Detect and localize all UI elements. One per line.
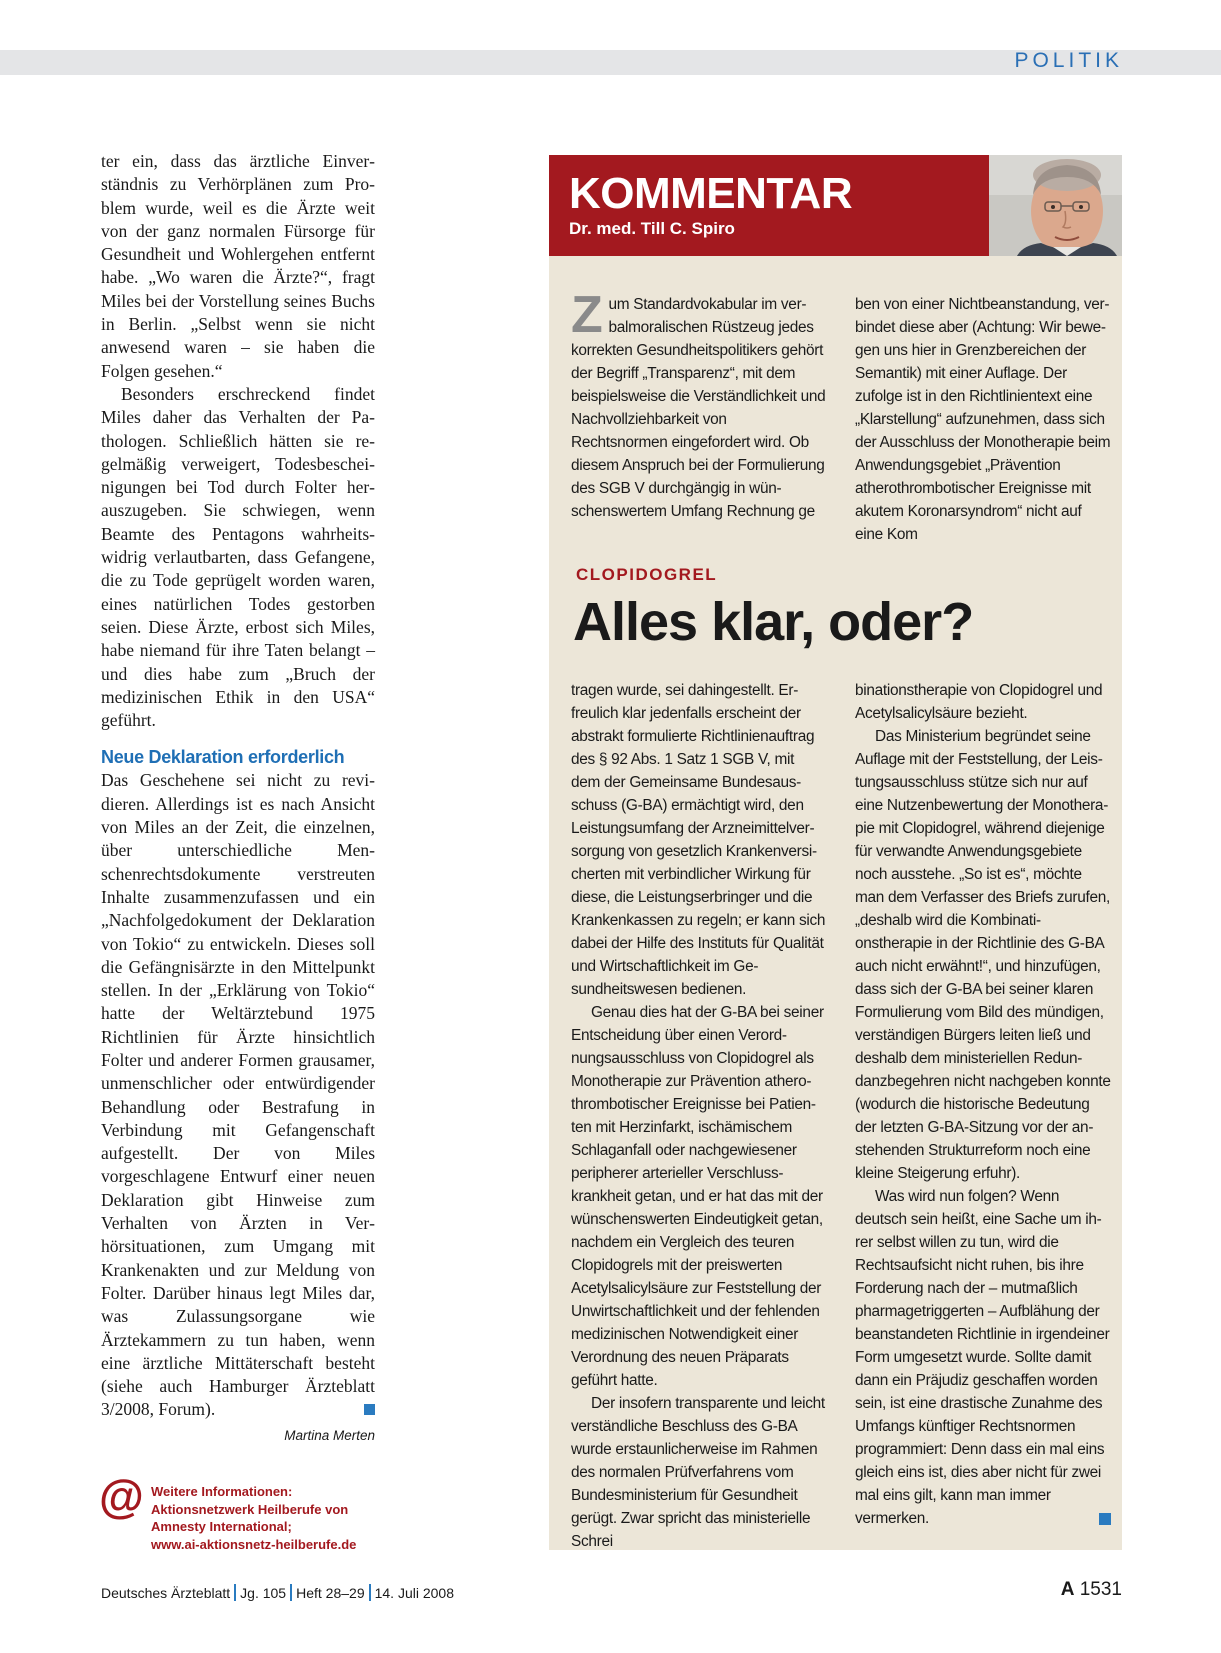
left-paragraph-3-text: Das Geschehene sei nicht zu revidieren. Allerdings ist es nach Ansicht von Miles an der Zeit, die einzelnen, über unterschiedliche Menschenrechtsdokumente verstreuten Inhalte zusammenzufassen und ein „Nachfolgedokument der Deklaration von Tokio“ zu entwickeln. Dieses soll die Gefängnisärzte in den Mittelpunkt stellen. In der „Erklärung von Tokio“ hatte der Weltärztebund 1975 Richtlinien für Ärzte hinsichtlich Folter und anderer Formen grausamer, unmenschlicher oder entwürdigender Behandlung oder Bestrafung in Verbindung mit Gefangenschaft aufgestellt. Der von Miles vorgeschlagene Entwurf einer neuen Deklaration gibt Hinweise zum Verhalten von Ärzten in Verhörsituationen, zum Umgang mit Krankenakten und zur Meldung von Folter. Darüber hinaus legt Miles dar, was Zulassungsorgane wie Ärztekammern zu tun haben, wenn eine ärztliche Mittäterschaft besteht (siehe auch Hamburger Ärzteblatt 3/2008, Forum). bbox=[101, 770, 375, 1420]
comment-main-columns bbox=[571, 679, 1111, 1550]
main-right-paragraph-1: binationstherapie von Clopidogrel und Acetylsalicylsäure bezieht. bbox=[855, 682, 1103, 722]
comment-header bbox=[549, 155, 989, 256]
main-right-paragraph-3-text: Was wird nun folgen? Wenn deutsch sein heißt, eine Sache um ihrer selbst willen zu tun, wird die Rechtsaufsicht nicht ruhen, bis ihre Forderung nach der – mutmaßlich pharmagetriggerten – Aufblähung der beanstandeten Richtlinie in irgendeiner Form umgesetzt wurde. Sollte damit dann ein Präjudiz geschaffen worden sein, ist eine drastische Zunahme des Umfangs künftiger Rechtsnormen programmiert: Denn dass ein mal eins gleich eins ist, dies aber nicht für zwei mal eins gilt, kann man immer vermerken. bbox=[855, 1188, 1110, 1527]
main-left-column bbox=[571, 679, 827, 1550]
main-right-column bbox=[855, 679, 1111, 1539]
journal-issue: Heft 28–29 bbox=[296, 1585, 365, 1601]
left-paragraph-2: Besonders erschreckend findet Miles daher das Verhalten der Pathologen. Schließlich hätten sie regelmäßig verweigert, Todesbescheinigungen bei Tod durch Folter herauszugeben. Sie schwiegen, wenn Beamte des Pentagons wahrheitswidrig verlautbarten, dass Gefangene, die zu Tode geprügelt worden waren, eines natürlichen Todes gestorben seien. Diese Ärzte, erbost sich Miles, habe niemand für ihre Taten belangt – und dies habe zum „Bruch der medizinischen Ethik in den USA“ geführt. bbox=[101, 383, 375, 731]
page-number bbox=[1061, 1579, 1122, 1601]
footer-separator bbox=[290, 1584, 292, 1601]
info-line-2: Aktionsnetzwerk Heilberufe von bbox=[151, 1501, 349, 1517]
portrait-image bbox=[989, 155, 1122, 256]
left-article-column bbox=[101, 150, 375, 1443]
main-left-paragraph-2: Genau dies hat der G-BA bei seiner Entscheidung über einen Verordnungsausschluss von Clopidogrel als Monotherapie zur Prävention atherothrombotischer Ereignisse bei Patienten mit Herzinfarkt, ischämischem Schlaganfall oder nachgewiesener peripherer arterieller Verschlusskrankheit getan, und er hat das mit der wünschenswerten Eindeutigkeit getan, nachdem ein Vergleich des teuren Clopidogrels mit der preiswerten Acetylsalicylsäure zur Feststellung der Unwirtschaftlichkeit und der fehlenden medizinischen Notwendigkeit einer Verordnung des neuen Präparats geführt hatte. bbox=[571, 1004, 824, 1389]
section-label: POLITIK bbox=[1014, 49, 1123, 72]
author-portrait bbox=[989, 155, 1122, 256]
journal-name: Deutsches Ärzteblatt bbox=[101, 1585, 231, 1601]
main-right-paragraph-2: Das Ministerium begründet seine Auflage mit der Feststellung, der Leistungsausschluss stütze sich nur auf eine Nutzenbewertung der Monotherapie mit Clopidogrel, während diejenige für verwandte Anwendungsgebiete noch ausstehe. „So ist es“, möchte man dem Verfasser des Briefs zurufen, „deshalb wird die Kombinationstherapie in der Richtlinie des G-BA auch nicht erwähnt!“, und hinzufügen, dass sich der G-BA bei seiner klaren Formulierung vom Bild des mündigen, verständigen Bürgers leiten ließ und deshalb dem ministeriellen Redundanzbegehren nicht nachgeben konnte (wodurch die historische Bedeutung der letzten G-BA-Sitzung vor der anstehenden Strukturreform noch eine kleine Steigerung erfuhr). bbox=[855, 728, 1111, 1182]
main-left-paragraph-3: Der insofern transparente und leicht verständliche Beschluss des G-BA wurde erstaunlicherweise im Rahmen des normalen Prüfverfahrens vom Bundesministerium für Gesundheit gerügt. Zwar spricht das ministerielle Schrei bbox=[571, 1395, 825, 1550]
intro-right-column: ben von einer Nichtbeanstandung, verbindet diese aber (Achtung: Wir bewegen uns hier in Grenzbereichen der Semantik) mit einer Auflage. Der zufolge ist in den Richtlinientext eine „Klarstellung“ aufzunehmen, dass sich der Ausschluss der Monotherapie beim Anwendungsgebiet „Prävention atherothrombotischer Ereignisse mit akutem Koronarsyndrom“ nicht auf eine Kom bbox=[855, 296, 1111, 543]
footer-separator bbox=[234, 1584, 236, 1601]
comment-box bbox=[549, 155, 1122, 1550]
article-author: Martina Merten bbox=[284, 1427, 375, 1443]
left-subheading: Neue Deklaration erforderlich bbox=[101, 747, 345, 768]
journal-volume: Jg. 105 bbox=[240, 1585, 287, 1601]
main-left-paragraph-1: tragen wurde, sei dahingestellt. Erfreulich klar jedenfalls erscheint der abstrakt formulierte Richtlinienauftrag des § 92 Abs. 1 Satz 1 SGB V, mit dem der Gemeinsame Bundesausschuss (G-BA) ermächtigt wird, den Leistungsumfang der Arzneimittelversorgung von gesetzlich Krankenversicherten mit verbindlicher Wirkung für diese, die Leistungserbringer und die Krankenkassen zu regeln; er kann sich dabei der Hilfe des Instituts für Qualität und Wirtschaftlichkeit im Gesundheitswesen bedienen. bbox=[571, 682, 826, 998]
left-paragraph-1: ter ein, dass das ärztliche Einverständnis zu Verhörplänen zum Problem wurde, weil es die Ärzte weit von der ganz normalen Fürsorge für Gesundheit und Wohlergehen entfernt habe. „Wo waren die Ärzte?“, fragt Miles bei der Vorstellung seines Buchs in Berlin. „Selbst wenn sie nicht anwesend waren – sie haben die Folgen gesehen.“ bbox=[101, 151, 375, 381]
info-text bbox=[151, 1483, 356, 1553]
left-paragraph-3 bbox=[101, 769, 375, 1421]
main-right-paragraph-3 bbox=[855, 1185, 1111, 1530]
page-footer bbox=[101, 1584, 454, 1601]
comment-headline: Alles klar, oder? bbox=[573, 592, 974, 652]
page-prefix: A bbox=[1060, 1579, 1075, 1600]
info-box bbox=[99, 1470, 389, 1554]
drop-cap: Z bbox=[571, 286, 603, 344]
comment-title: KOMMENTAR bbox=[569, 169, 853, 218]
comment-intro-columns bbox=[571, 286, 1111, 543]
intro-left-text: um Standardvokabular im verbalmoralischen Rüstzeug jedes korrekten Gesundheitspolitikers gehört der Begriff „Transparenz“, mit dem beispielsweise die Verständlichkeit und Nachvollziehbarkeit von Rechtsnormen eingefordert wird. Ob diesem Anspruch bei der Formulierung des SGB V durchgängig in wünschenswertem Umfang Rechnung ge bbox=[571, 296, 826, 520]
at-sign-icon: @ bbox=[99, 1470, 144, 1522]
info-line-3: Amnesty International; bbox=[151, 1519, 292, 1534]
info-link[interactable]: www.ai-aktionsnetz-heilberufe.de bbox=[151, 1536, 357, 1552]
footer-separator bbox=[369, 1584, 371, 1601]
comment-author: Dr. med. Till C. Spiro bbox=[569, 219, 735, 238]
journal-date: 14. Juli 2008 bbox=[374, 1585, 455, 1601]
page-number-value: 1531 bbox=[1079, 1579, 1122, 1600]
info-line-1: Weitere Informationen: bbox=[151, 1484, 293, 1499]
comment-kicker: CLOPIDOGREL bbox=[576, 565, 718, 584]
end-square-icon bbox=[1099, 1513, 1111, 1525]
end-square-icon bbox=[364, 1404, 375, 1415]
intro-left-column bbox=[571, 286, 827, 520]
